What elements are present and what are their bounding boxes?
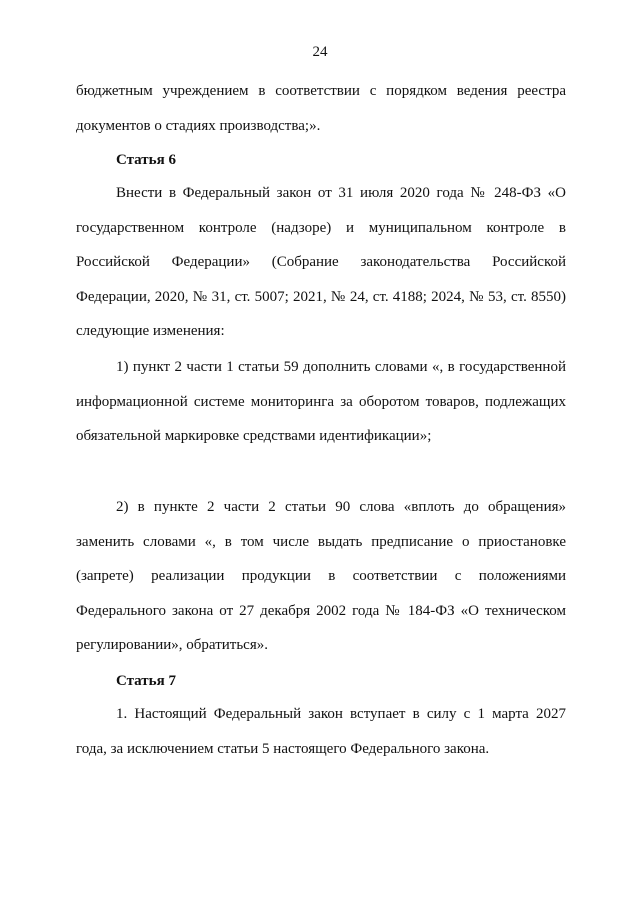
article-7-heading: Статья 7 xyxy=(116,673,176,689)
article-6-item-1-text: 1) пункт 2 части 1 статьи 59 дополнить словами «, в государственной информационной системе мониторинга за оборотом товаров, подлежащих обязательной маркировке средствами идентификации»; xyxy=(76,359,566,444)
article-7-item-1-paragraph xyxy=(76,697,566,766)
continuation-text: бюджетным учреждением в соответствии с порядком ведения реестра документов о стадиях производства;». xyxy=(76,83,566,134)
article-6-heading: Статья 6 xyxy=(116,152,176,168)
article-6-item-2-paragraph xyxy=(76,490,566,663)
article-6-item-2-text: 2) в пункте 2 части 2 статьи 90 слова «вплоть до обращения» заменить словами «, в том числе выдать предписание о приостановке (запрете) реализации продукции в соответствии с положениями Федерального закона от 27 декабря 2002 года № 184-ФЗ «О техническом регулировании», обратиться». xyxy=(76,499,566,653)
page-number: 24 xyxy=(312,44,328,60)
continuation-paragraph xyxy=(76,74,566,143)
article-6-item-1-paragraph xyxy=(76,350,566,454)
article-7-item-1-text: 1. Настоящий Федеральный закон вступает в силу с 1 марта 2027 года, за исключением статьи 5 настоящего Федерального закона. xyxy=(76,706,566,757)
article-6-intro-paragraph xyxy=(76,176,566,349)
article-6-intro-text: Внести в Федеральный закон от 31 июля 2020 года № 248-ФЗ «О государственном контроле (надзоре) и муниципальном контроле в Российской Федерации» (Собрание законодательства Российской Федерации, 2020, № 31, ст. 5007; 2021, № 24, ст. 4188; 2024, № 53, ст. 8550) следующие изменения: xyxy=(76,185,566,339)
